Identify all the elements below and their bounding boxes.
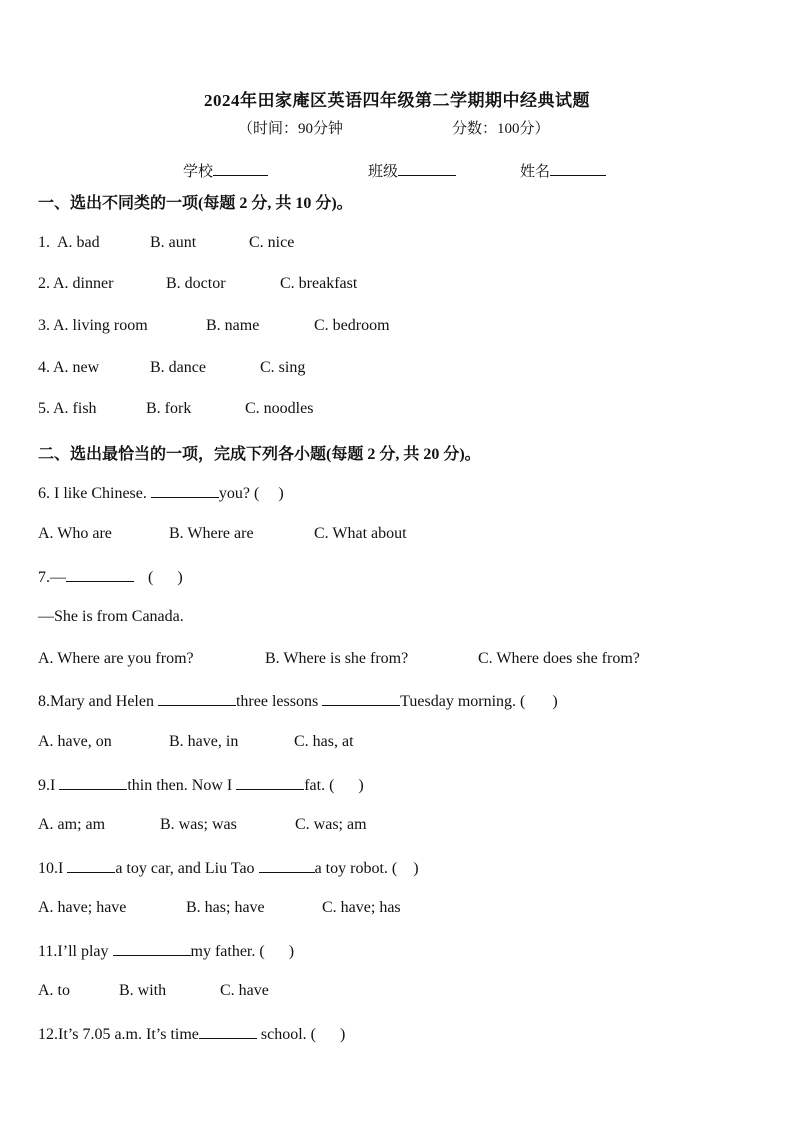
answer-blank	[322, 691, 400, 706]
question-text: three lessons	[235, 693, 323, 710]
dialogue-answer: —She is from Canada.	[38, 608, 184, 625]
question-text: my father. (	[190, 943, 265, 960]
paren-close: )	[552, 693, 558, 710]
option-b: B. has; have	[186, 899, 265, 916]
question-text: a toy car, and Liu Tao	[115, 860, 259, 877]
paren-close: )	[177, 569, 183, 586]
question-text: thin then. Now I	[127, 777, 237, 794]
option-a: A. bad	[57, 234, 100, 251]
option-c: C. sing	[260, 359, 306, 376]
question-text: 6. I like Chinese.	[38, 485, 151, 502]
option-b: B. Where are	[169, 525, 254, 542]
answer-blank	[158, 691, 236, 706]
option-c: C. have; has	[322, 899, 401, 916]
school-blank	[213, 161, 268, 176]
class-blank	[398, 161, 456, 176]
answer-blank	[259, 858, 315, 873]
question-number: 5.	[38, 400, 50, 417]
option-a: A. new	[53, 359, 100, 376]
name-blank	[550, 161, 606, 176]
answer-blank	[67, 858, 115, 873]
option-a: A. am; am	[38, 816, 106, 833]
option-c: C. have	[220, 982, 269, 999]
option-c: C. was; am	[295, 816, 367, 833]
question-number: 1.	[38, 234, 50, 251]
name-label: 姓名	[520, 164, 551, 180]
option-c: C. noodles	[245, 400, 314, 417]
answer-blank	[151, 483, 219, 498]
option-b: B. doctor	[166, 275, 226, 292]
question-11	[38, 941, 294, 961]
option-c: C. has, at	[294, 733, 354, 750]
question-text: 11.I’ll play	[38, 943, 113, 960]
question-row	[38, 317, 758, 339]
answer-blank	[113, 941, 191, 956]
question-8	[38, 691, 558, 711]
section1-heading: 一、选出不同类的一项(每题 2 分, 共 10 分)。	[38, 195, 353, 212]
question-text: fat. (	[304, 777, 335, 794]
option-c: C. What about	[314, 525, 407, 542]
answer-blank	[236, 775, 304, 790]
option-a: A. have; have	[38, 899, 127, 916]
question-number: 2.	[38, 275, 50, 292]
option-c: C. breakfast	[280, 275, 358, 292]
school-field	[183, 160, 268, 181]
question-text: 7.—	[38, 569, 66, 586]
options-row	[38, 982, 758, 1004]
question-text: school. (	[256, 1026, 316, 1043]
answer-blank	[199, 1024, 257, 1039]
question-number: 4.	[38, 359, 50, 376]
question-row	[38, 359, 758, 381]
option-a: A. Where are you from?	[38, 650, 194, 667]
options-row	[38, 816, 758, 838]
paren-close: )	[358, 777, 364, 794]
option-b: B. have, in	[169, 733, 239, 750]
paren-close: )	[278, 485, 284, 502]
option-a: A. living room	[53, 317, 148, 334]
option-c: C. Where does she from?	[478, 650, 640, 667]
option-b: B. with	[119, 982, 167, 999]
paren-close: )	[413, 860, 419, 877]
question-text: a toy robot. (	[314, 860, 398, 877]
question-text: 9.I	[38, 777, 60, 794]
class-field	[368, 160, 456, 181]
question-12	[38, 1024, 345, 1044]
option-b: B. dance	[150, 359, 206, 376]
question-text: 8.Mary and Helen	[38, 693, 158, 710]
options-row	[38, 733, 758, 755]
paren-close: )	[288, 943, 295, 960]
question-text: Tuesday morning. (	[400, 693, 526, 710]
option-c: C. nice	[249, 234, 295, 251]
option-b: B. was; was	[160, 816, 237, 833]
question-row	[38, 234, 758, 256]
options-row	[38, 650, 758, 672]
question-text: you? (	[218, 485, 260, 502]
option-a: A. Who are	[38, 525, 112, 542]
option-b: B. aunt	[150, 234, 197, 251]
question-10	[38, 858, 419, 878]
option-a: A. dinner	[53, 275, 114, 292]
option-a: A. fish	[53, 400, 97, 417]
question-text: 12.It’s 7.05 a.m. It’s time	[38, 1026, 199, 1043]
paren-open: (	[148, 569, 154, 586]
question-7	[38, 567, 183, 587]
exam-time: （时间：90分钟	[238, 121, 344, 137]
option-b: B. Where is she from?	[265, 650, 409, 667]
page-title: 2024年田家庵区英语四年级第二学期期中经典试题	[204, 91, 590, 110]
school-label: 学校	[183, 164, 214, 180]
option-c: C. bedroom	[314, 317, 390, 334]
name-field	[520, 160, 606, 181]
option-a: A. have, on	[38, 733, 112, 750]
options-row	[38, 899, 758, 921]
options-row	[38, 525, 758, 547]
question-9	[38, 775, 364, 795]
question-row	[38, 275, 758, 297]
exam-score: 分数：100分）	[452, 121, 550, 137]
option-b: B. name	[206, 317, 260, 334]
question-text: 10.I	[38, 860, 68, 877]
option-b: B. fork	[146, 400, 192, 417]
question-row	[38, 400, 758, 422]
question-6	[38, 483, 284, 503]
answer-blank	[66, 567, 134, 582]
class-label: 班级	[368, 164, 399, 180]
option-a: A. to	[38, 982, 70, 999]
paren-close: )	[339, 1026, 346, 1043]
question-number: 3.	[38, 317, 50, 334]
answer-blank	[59, 775, 127, 790]
section2-heading: 二、选出最恰当的一项，完成下列各小题(每题 2 分, 共 20 分)。	[38, 446, 481, 463]
